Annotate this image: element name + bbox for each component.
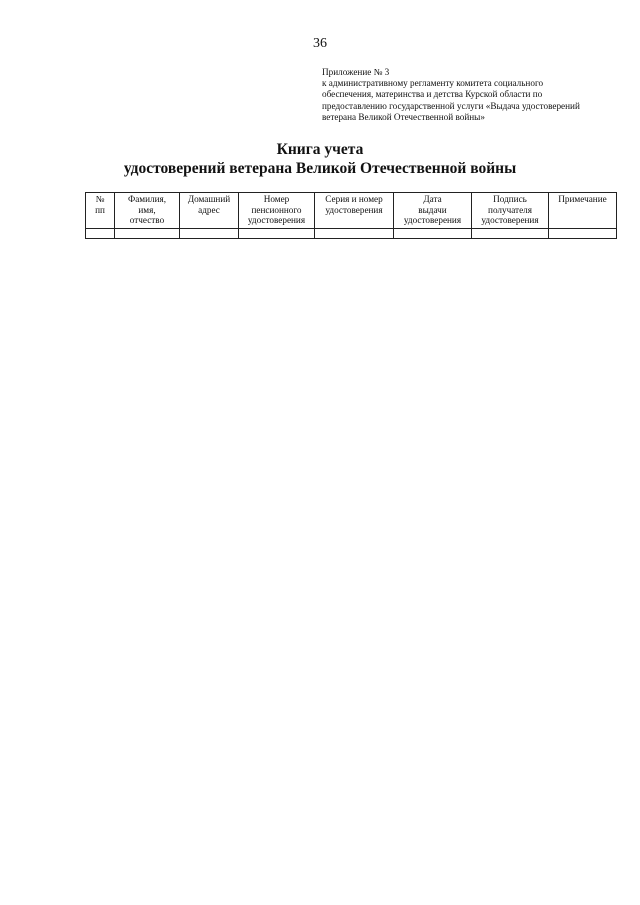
column-header-pension-id: Номер пенсионного удостоверения — [239, 193, 315, 229]
appendix-line: ветерана Великой Отечественной войны» — [322, 111, 485, 122]
column-header-home-address: Домашний адрес — [180, 193, 239, 229]
page-number: 36 — [313, 36, 327, 51]
table-header-row — [86, 193, 617, 229]
table-row — [86, 229, 617, 239]
table-cell — [115, 229, 180, 239]
document-title — [0, 140, 640, 178]
appendix-line: предоставлению государственной услуги «Выдача удостоверений — [322, 100, 580, 111]
title-line-2: удостоверений ветерана Великой Отечественной войны — [123, 160, 517, 177]
column-header-full-name: Фамилия, имя, отчество — [115, 193, 180, 229]
title-line-1: Книга учета — [276, 141, 364, 158]
table-cell — [180, 229, 239, 239]
table-cell — [239, 229, 315, 239]
table-cell — [315, 229, 394, 239]
appendix-line: обеспечения, материнства и детства Курской области по — [322, 89, 543, 100]
appendix-reference — [322, 67, 622, 123]
appendix-line: к административному регламенту комитета социального — [322, 78, 544, 89]
registry-table — [85, 192, 617, 239]
column-header-recipient-signature: Подпись получателя удостоверения — [472, 193, 549, 229]
table-cell — [394, 229, 472, 239]
column-header-number: № пп — [86, 193, 115, 229]
table-cell — [472, 229, 549, 239]
column-header-certificate-series: Серия и номер удостоверения — [315, 193, 394, 229]
appendix-line: Приложение № 3 — [322, 67, 390, 77]
column-header-notes: Примечание — [549, 193, 617, 229]
column-header-issue-date: Дата выдачи удостоверения — [394, 193, 472, 229]
table-cell — [86, 229, 115, 239]
table-cell — [549, 229, 617, 239]
